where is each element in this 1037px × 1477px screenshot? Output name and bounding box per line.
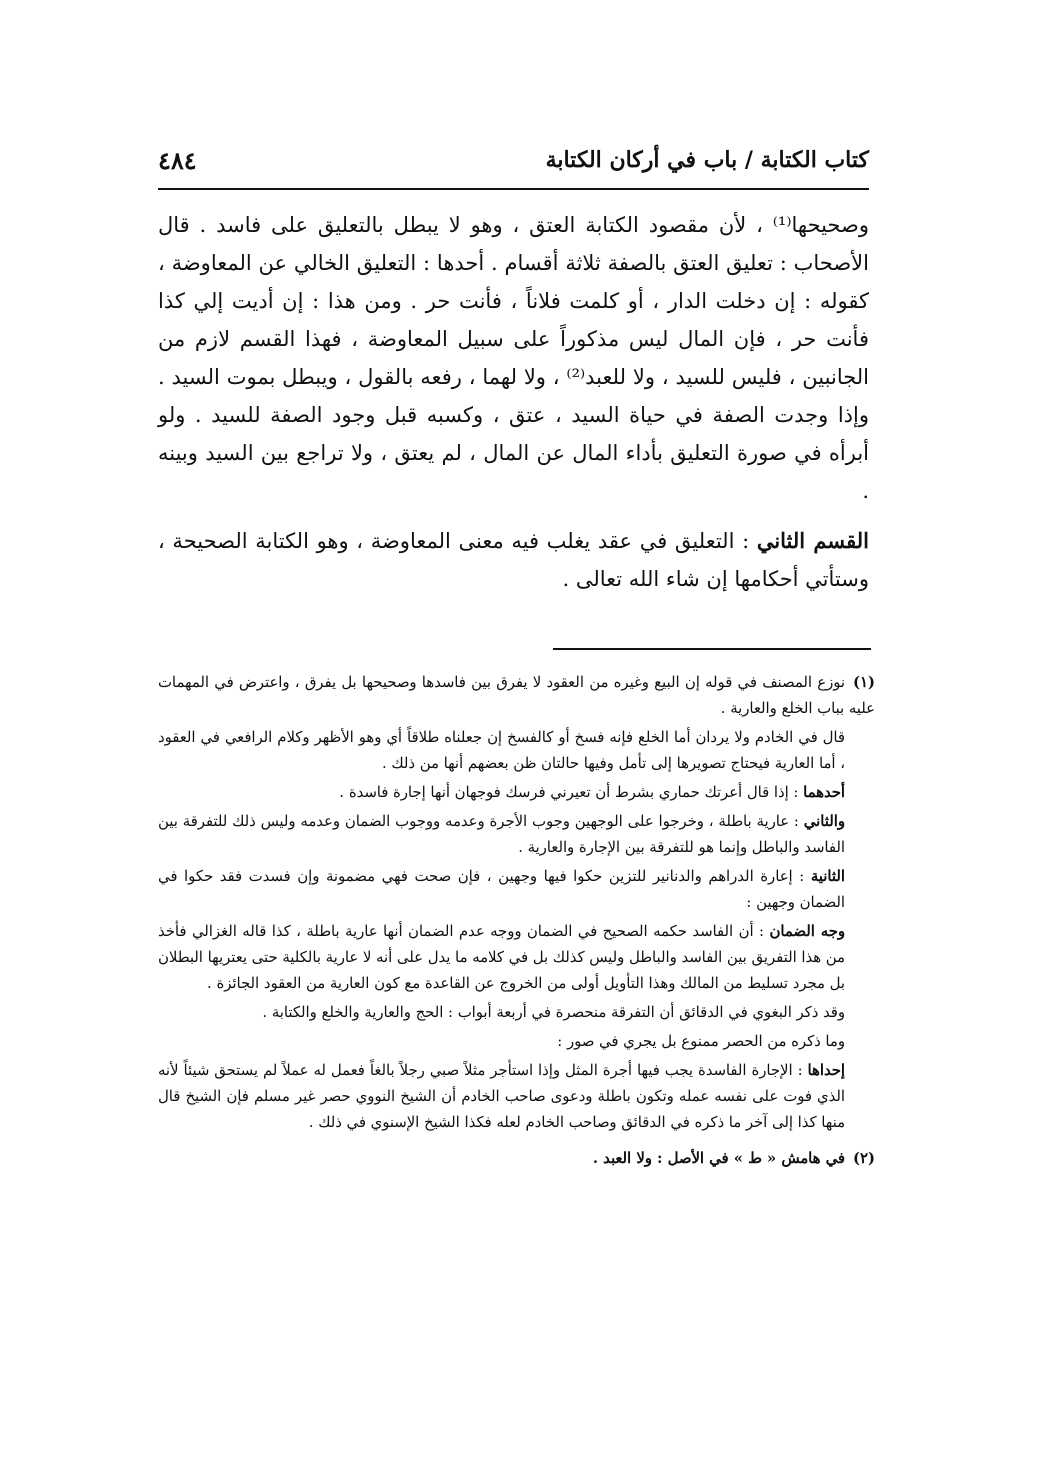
term-text: : عارية باطلة ، وخرجوا على الوجهين وجوب الأجرة وعدمه ووجوب الضمان وعدمه وليس ذلك للتفرقة بين الفاسد والباطل وإنما هو للتفرقة بين الإجارة والعارية .: [158, 813, 845, 856]
paragraph-2: [158, 522, 869, 598]
footnote-2-number: (٢): [853, 1150, 875, 1167]
footnote-1-number: (١): [853, 674, 875, 691]
main-text: [158, 206, 869, 598]
term: إحداها: [807, 1062, 845, 1079]
footnote-1-para-7: وما ذكره من الحصر ممنوع بل يجري في صور :: [557, 1033, 845, 1050]
chapter-title: كتاب الكتابة / باب في أركان الكتابة: [545, 147, 869, 173]
page-number: ٤٨٤: [158, 145, 197, 175]
footnote-1: [158, 670, 875, 722]
footnote-1-para-5: [158, 919, 875, 997]
footnote-1-para-8: [158, 1058, 875, 1136]
footnote-1-para-4: [158, 864, 875, 916]
footnote-separator: [553, 648, 871, 650]
term: الثانية: [810, 868, 845, 885]
paragraph-2-text: : التعليق في عقد يغلب فيه معنى المعاوضة ، وهو الكتابة الصحيحة ، وستأتي أحكامها إن شاء الله تعالى .: [158, 529, 869, 591]
term-text: : أن الفاسد حكمه الصحيح في الضمان ووجه عدم الضمان أنها عارية باطلة ، كذا قاله الغزالي فأخذ من هذا التفريق بين الفاسد والباطل وليس كذلك بل في كلامه ما يدل على أنه لا عارية بالكلية حتى يعتريها البطلان بل مجرد تسليط من المالك وهذا التأويل أولى من الخروج عن القاعدة مع كون العارية من العقود الجائزة .: [158, 923, 845, 992]
footnote-1-para-3: [158, 809, 875, 861]
term: وجه الضمان: [769, 923, 845, 940]
term-text: : إذا قال أعرتك حماري بشرط أن تعيرني فرسك فوجهان أنها إجارة فاسدة .: [339, 784, 804, 801]
section-heading: القسم الثاني: [756, 528, 869, 553]
footnotes: [158, 670, 875, 1172]
footnote-2-text: في هامش « ط » في الأصل : ولا العبد .: [592, 1150, 845, 1167]
term: والثاني: [803, 813, 845, 830]
footnote-1-para-1: قال في الخادم ولا يردان أما الخلع فإنه فسخ أو كالفسخ إن جعلناه طلاقاً أي وهو الأظهر وكلام الرافعي في العقود ، أما العارية فيحتاج تصويرها إلى تأمل وفيها حالتان ظن بعضهم أنها من ذلك .: [158, 729, 845, 772]
footnote-1-text: نوزع المصنف في قوله إن البيع وغيره من العقود لا يفرق بين فاسدها وصحيحها بل يفرق ، واعترض في المهمات عليه بباب الخلع والعارية .: [158, 674, 875, 717]
term-text: : الإجارة الفاسدة يجب فيها أجرة المثل وإذا استأجر مثلاً صبي رجلاً بالغاً فعمل له عملاً لم يستحق شيئاً لأنه الذي فوت على نفسه عمله وتكون باطلة ودعوى صاحب الخادم أن الشيخ النووي حصر غير مسلم فإن الشيخ قال منها كذا إلى آخر ما ذكره في الدقائق وصاحب الخادم لعله فكذا الشيخ الإسنوي في ذلك .: [158, 1062, 845, 1131]
running-header: [158, 132, 869, 190]
paragraph-1: وصحيحها⁽¹⁾ ، لأن مقصود الكتابة العتق ، وهو لا يبطل بالتعليق على فاسد . قال الأصحاب : تعليق العتق بالصفة ثلاثة أقسام . أحدها : التعليق الخالي عن المعاوضة ، كقوله : إن دخلت الدار ، أو كلمت فلاناً ، فأنت حر . ومن هذا : إن أديت إلي كذا فأنت حر ، فإن المال ليس مذكوراً على سبيل المعاوضة ، فهذا القسم لازم من الجانبين ، فليس للسيد ، ولا للعبد⁽²⁾ ، ولا لهما ، رفعه بالقول ، ويبطل بموت السيد . وإذا وجدت الصفة في حياة السيد ، عتق ، وكسبه قبل وجود الصفة للسيد . ولو أبرأه في صورة التعليق بأداء المال عن المال ، لم يعتق ، ولا تراجع بين السيد وبينه .: [158, 213, 870, 503]
term: أحدهما: [803, 784, 845, 801]
footnote-2: [158, 1146, 875, 1172]
footnote-1-para-6: وقد ذكر البغوي في الدقائق أن التفرقة منحصرة في أربعة أبواب : الحج والعارية والخلع والكتابة .: [262, 1004, 845, 1021]
footnote-1-para-2: [158, 780, 875, 806]
term-text: : إعارة الدراهم والدنانير للتزين حكوا فيها وجهين ، فإن صحت فهي مضمونة وإن فسدت فقد حكوا في الضمان وجهين :: [158, 868, 845, 911]
